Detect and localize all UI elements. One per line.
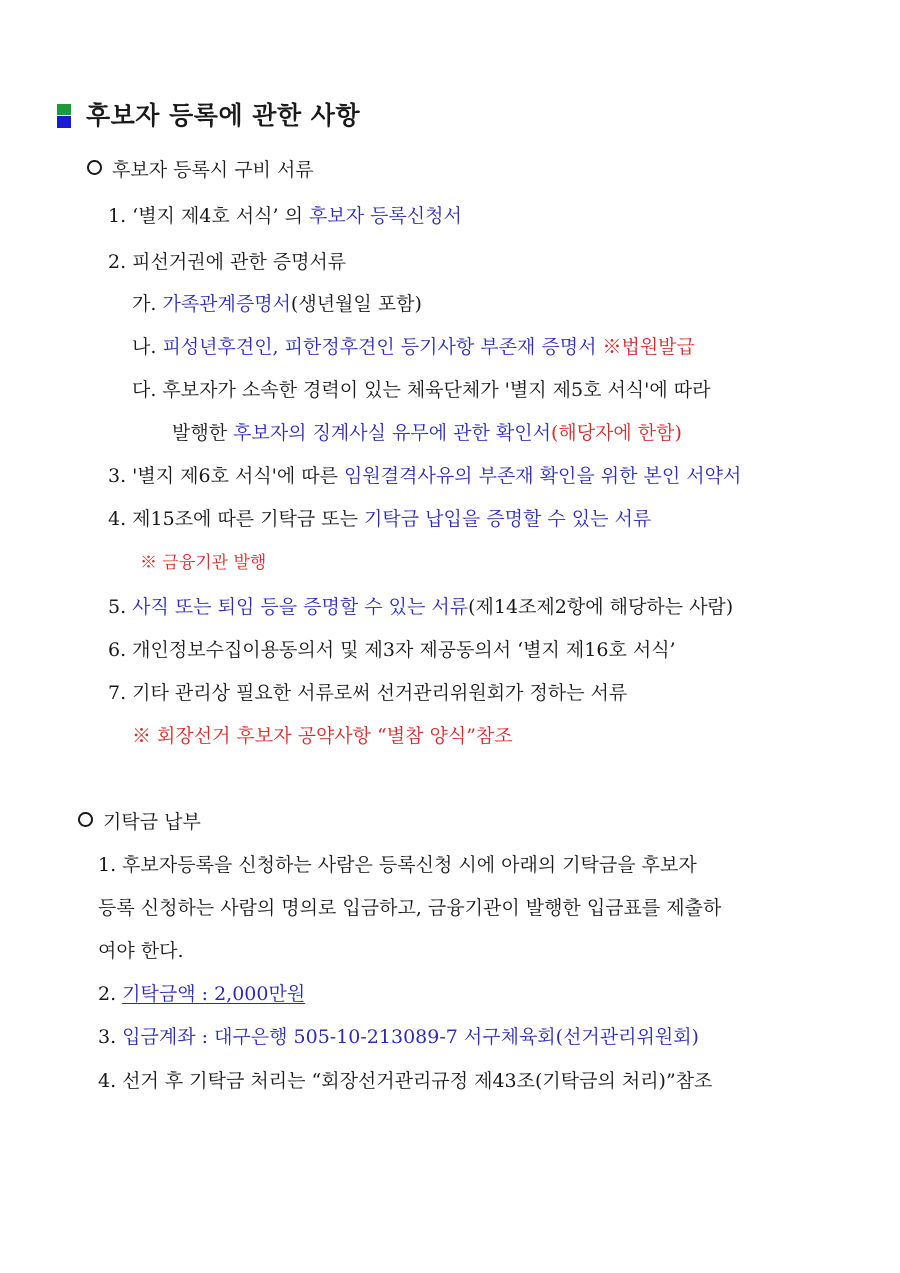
s1-item2a — [132, 291, 422, 317]
s1-item7-note: ※ 회장선거 후보자 공약사항 “별참 양식”참조 — [132, 725, 513, 747]
section-heading: 후보자 등록에 관한 사항 — [86, 101, 361, 130]
s1-item2: 2. 피선거권에 관한 증명서류 — [108, 251, 347, 273]
s1-item5-suffix: (제14조제2항에 해당하는 사람) — [468, 596, 734, 618]
s2-item3 — [98, 1024, 699, 1050]
s1-item2c-line2 — [172, 420, 682, 446]
s2-item1-line3: 여야 한다. — [98, 940, 184, 962]
s2-item3-account: 입금계좌 : 대구은행 505-10-213089-7 서구체육회(선거관리위원회) — [122, 1026, 699, 1048]
s1-item5-highlight: 사직 또는 퇴임 등을 증명할 수 있는 서류 — [132, 596, 469, 618]
s2-item2-prefix: 2. — [98, 983, 123, 1005]
s1-item2b-highlight: 피성년후견인, 피한정후견인 등기사항 부존재 증명서 — [162, 336, 597, 358]
s2-item1-line1: 1. 후보자등록을 신청하는 사람은 등록신청 시에 아래의 기탁금을 후보자 — [98, 854, 697, 876]
s1-item2c-prefix: 발행한 — [172, 422, 234, 444]
s2-item2-amount: 기탁금액 : 2,000만원 — [122, 983, 306, 1005]
section2-title — [78, 809, 201, 835]
heading-square-icon — [57, 104, 71, 128]
s2-item3-prefix: 3. — [98, 1026, 123, 1048]
circle-bullet-icon — [87, 160, 102, 175]
s1-item2c-note: (해당자에 한함) — [550, 422, 682, 444]
s1-item2b-note: ※법원발급 — [596, 336, 695, 358]
s1-item3 — [108, 463, 741, 489]
s1-item2a-suffix: (생년월일 포함) — [290, 293, 422, 315]
s2-item4: 4. 선거 후 기탁금 처리는 “회장선거관리규정 제43조(기탁금의 처리)”참조 — [98, 1070, 713, 1092]
s1-item2a-prefix: 가. — [132, 293, 163, 315]
s1-item2a-highlight: 가족관계증명서 — [162, 293, 291, 315]
s1-item4 — [108, 506, 651, 532]
s1-item4-note: ※ 금융기관 발행 — [140, 553, 267, 573]
section2-title-text: 기탁금 납부 — [103, 811, 201, 833]
s1-item2c-highlight: 후보자의 징계사실 유무에 관한 확인서 — [233, 422, 551, 444]
s2-item1-line2: 등록 신청하는 사람의 명의로 입금하고, 금융기관이 발행한 입금표를 제출하 — [98, 897, 722, 919]
s2-item2 — [98, 981, 305, 1007]
s1-item2b — [132, 334, 695, 360]
section1-title — [87, 157, 314, 183]
circle-bullet-icon — [78, 812, 93, 827]
s1-item4-highlight: 기탁금 납입을 증명할 수 있는 서류 — [364, 508, 652, 530]
s1-item1-highlight: 후보자 등록신청서 — [308, 205, 462, 227]
s1-item5-prefix: 5. — [108, 596, 133, 618]
s1-item6: 6. 개인정보수집이용동의서 및 제3자 제공동의서 ‘별지 제16호 서식’ — [108, 639, 676, 661]
s1-item5 — [108, 594, 733, 620]
s1-item1 — [108, 203, 462, 229]
section1-title-text: 후보자 등록시 구비 서류 — [112, 159, 314, 181]
s1-item2b-prefix: 나. — [132, 336, 163, 358]
s1-item7: 7. 기타 관리상 필요한 서류로써 선거관리위원회가 정하는 서류 — [108, 682, 628, 704]
s1-item3-prefix: 3. '별지 제6호 서식'에 따른 — [108, 465, 345, 487]
s1-item1-prefix: 1. ‘별지 제4호 서식’ 의 — [108, 205, 309, 227]
s1-item4-prefix: 4. 제15조에 따른 기탁금 또는 — [108, 508, 365, 530]
s1-item3-highlight: 임원결격사유의 부존재 확인을 위한 본인 서약서 — [344, 465, 742, 487]
s1-item2c-line1: 다. 후보자가 소속한 경력이 있는 체육단체가 '별지 제5호 서식'에 따라 — [132, 379, 711, 401]
